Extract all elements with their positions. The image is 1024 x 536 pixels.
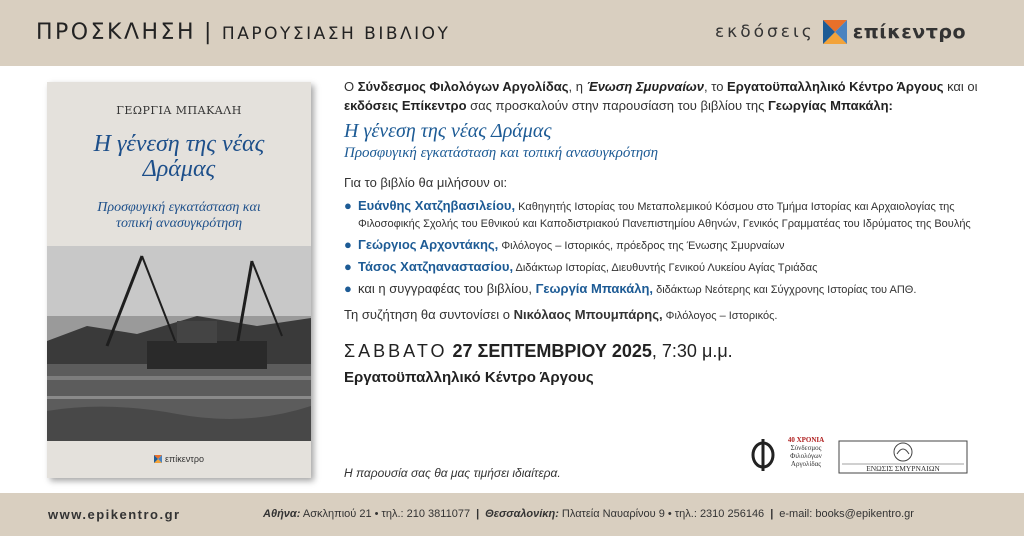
heading-separator: | [204,20,214,45]
cover-photo [47,246,311,441]
bullet-icon: ● [344,237,352,252]
athens-address: Ασκληπιού 21 • τηλ.: 210 3811077 [300,508,471,520]
event-time: , 7:30 μ.μ. [651,341,733,361]
invitation-body [344,77,1004,387]
brand-prefix: εκδόσεις [714,22,815,42]
website-link[interactable]: www.epikentro.gr [48,507,181,522]
philologists-association-logo [750,436,832,476]
org-publisher: εκδόσεις Επίκεντρο [344,98,467,113]
org-philologists: Σύνδεσμος Φιλολόγων Αργολίδας [357,79,569,94]
speakers-list [344,197,1004,299]
cover-publisher-logo [47,454,311,464]
book-subtitle: Προσφυγική εγκατάσταση και τοπική ανασυγκρότηση [344,145,659,161]
moderator-desc: Φιλόλογος – Ιστορικός. [662,310,778,322]
invitation-title: ΠΡΟΣΚΛΗΣΗ [36,20,196,45]
book-cover [47,82,311,478]
bullet-icon: ● [344,281,352,296]
brand-name: επίκεντρο [852,21,966,43]
moderator-pre: Τη συζήτηση θα συντονίσει ο [344,307,514,322]
event-date: 27 ΣΕΠΤΕΜΒΡΙΟΥ 2025 [452,341,652,361]
cover-author: ΓΕΩΡΓΙΑ ΜΠΑΚΑΛΗ [116,104,242,117]
invitation-subtitle: ΠΑΡΟΥΣΙΑΣΗ ΒΙΒΛΙΟΥ [221,24,451,44]
speaker-name: Τάσος Χατζηαναστασίου, [358,259,514,274]
org-smyrna: Ένωση Σμυρναίων [586,79,705,94]
publisher-mark-icon [154,455,162,463]
intro-text: σας προσκαλούν στην παρουσίαση του βιβλίου της [466,98,768,113]
book-title: Η γένεση της νέας Δράμας [344,120,552,142]
assoc-years: 40 ΧΡΟΝΙΑ [787,436,825,444]
bullet-icon: ● [344,259,352,274]
publisher-brand [715,18,966,46]
contact-info: Αθήνα: Ασκληπιού 21 • τηλ.: 210 3811077 | Θεσσαλονίκη: Πλατεία Ναυαρίνου 9 • τηλ.: 2310 256146 | e-mail: books@epikentro.gr [263,508,914,520]
invitation-heading [36,20,450,45]
intro-paragraph [344,77,1004,115]
speaker-name: Ευάνθης Χατζηβασιλείου, [358,198,516,213]
event-datetime [344,340,1004,362]
email-link[interactable]: e-mail: books@epikentro.gr [779,508,914,520]
org-labour-centre: Εργατοϋπαλληλικό Κέντρο Άργους [727,79,944,94]
speakers-intro: Για το βιβλίο θα μιλήσουν οι: [344,175,508,190]
speaker-desc: Καθηγητής Ιστορίας του Μεταπολεμικού Κόσμου στο Τμήμα Ιστορίας και Αρχαιολογίας της Φιλοσοφικής Σχολής του Εθνικού και Καποδιστριακού Πανεπιστημίου Αθηνών, Γενικός Γραμματέας του Ιδρύματος της Βουλής [358,201,971,230]
intro-text: , το [704,79,728,94]
cover-title: Η γένεση της νέας Δράμας [93,131,265,182]
speaker-item [344,258,1004,277]
smyrna-text: ΕΝΩΣΙΣ ΣΜΥΡΝΑΙΩΝ [866,464,940,473]
bullet-icon: ● [344,198,352,213]
event-venue: Εργατοϋπαλληλικό Κέντρο Άργους [344,369,594,386]
speaker-desc: Διδάκτωρ Ιστορίας, Διευθυντής Γενικού Λυκείου Αγίας Τριάδας [513,262,818,274]
thessaloniki-address: Πλατεία Ναυαρίνου 9 • τηλ.: 2310 256146 [558,508,765,520]
speaker-desc: Φιλόλογος – Ιστορικός, πρόεδρος της Ένωσης Σμυρναίων [498,240,785,252]
speaker-name: Γεώργιος Αρχοντάκης, [358,237,499,252]
intro-text: , η [568,79,587,94]
speaker-item [344,280,1004,299]
moderator-name: Νικόλαος Μπουμπάρης, [513,307,663,322]
event-day: ΣΑΒΒΑΤΟ [344,341,448,361]
footer-band [0,493,1024,536]
closing-note: Η παρουσία σας θα μας τιμήσει ιδιαίτερα. [344,466,561,480]
intro-author: Γεωργίας Μπακάλη: [767,98,893,113]
author-line-name: Γεωργία Μπακάλη, [535,281,654,296]
phi-emblem-icon [750,438,776,472]
smyrna-union-logo [838,440,968,474]
author-line-desc: διδάκτωρ Νεότερης και Σύγχρονης Ιστορίας του ΑΠΘ. [653,284,917,296]
header-band [0,0,1024,66]
cover-publisher-name: επίκεντρο [165,454,204,464]
assoc-name: Σύνδεσμος Φιλολόγων Αργολίδας [790,444,822,468]
athens-label: Αθήνα: [263,508,301,520]
intro-text: Ο [344,79,358,94]
assoc-text [780,436,832,468]
speaker-item [344,197,1004,233]
cover-subtitle: Προσφυγική εγκατάσταση και τοπική ανασυγκρότηση [97,200,261,231]
author-line-pre: και η συγγραφέας του βιβλίου, [358,281,536,296]
moderator-line [344,305,1004,326]
intro-text: και οι [943,79,978,94]
speaker-item [344,236,1004,255]
epikentro-logo-icon [821,18,849,46]
thessaloniki-label: Θεσσαλονίκη: [485,508,559,520]
